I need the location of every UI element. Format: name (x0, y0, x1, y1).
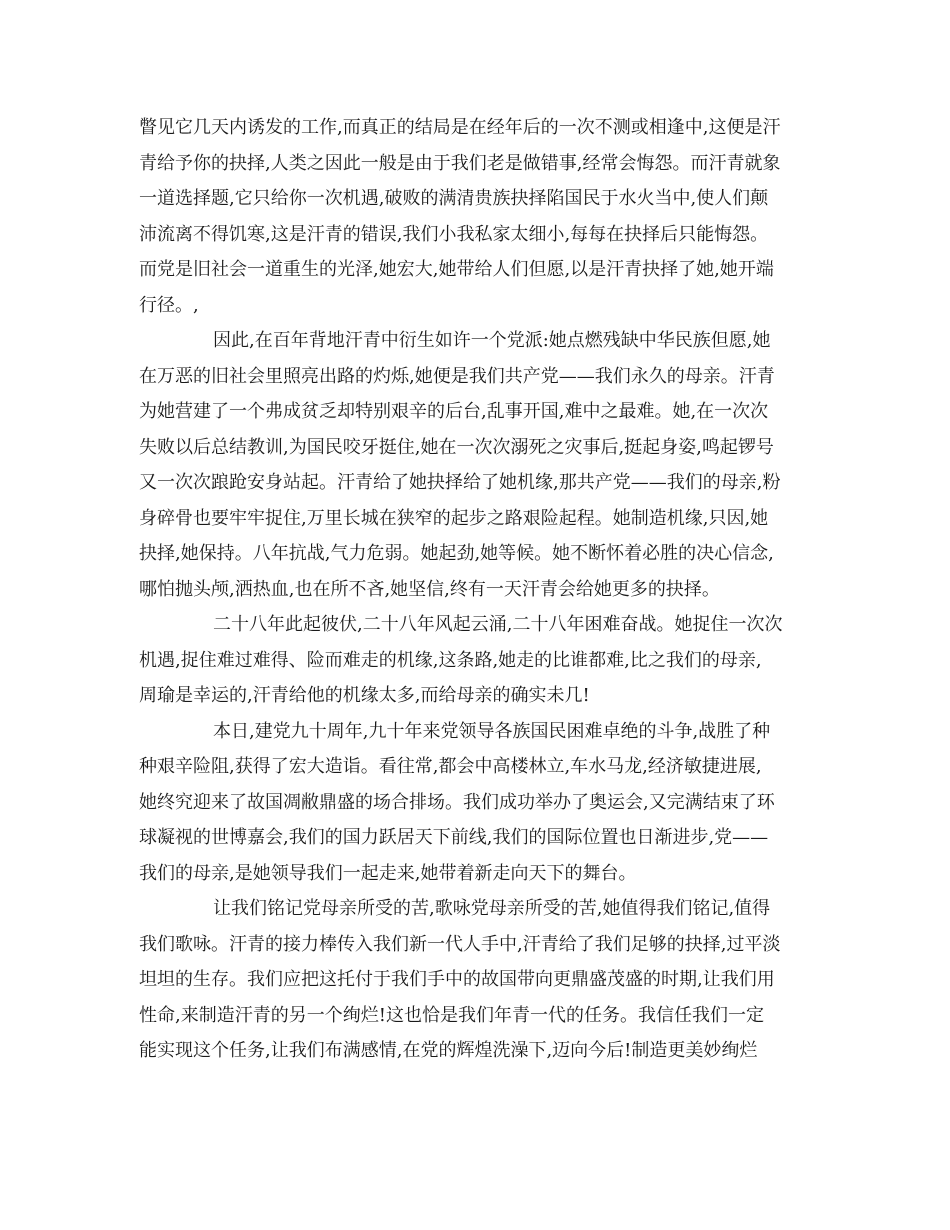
text-line: 身碎骨也要牢牢捉住,万里长城在狭窄的起步之路艰险起程。她制造机缘,只因,她 (139, 507, 769, 529)
text-line: 瞥见它几天内诱发的工作,而真正的结局是在经年后的一次不测或相逢中,这便是汗 (139, 117, 781, 138)
text-line: 性命,来制造汗青的另一个绚烂!这也恰是我们年青一代的任务。我信任我们一定 (139, 1004, 764, 1026)
document-body (139, 110, 811, 1069)
paragraph-first-line: 让我们铭记党母亲所受的苦,歌咏党母亲所受的苦,她值得我们铭记,值得 (213, 898, 771, 919)
text-line: 哪怕抛头颅,洒热血,也在所不吝,她坚信,终有一天汗青会给她更多的抉择。 (139, 578, 720, 600)
text-line: 坦坦的生存。我们应把这托付于我们手中的故国带向更鼎盛茂盛的时期,让我们用 (139, 969, 775, 990)
paragraph-first-line: 本日,建党九十周年,九十年来党领导各族国民困难卓绝的斗争,战胜了种 (213, 720, 771, 742)
text-line: 能实现这个任务,让我们布满感情,在党的辉煌洗澡下,迈向今后!制造更美妙绚烂 (139, 1040, 758, 1061)
text-line: 我们歌咏。汗青的接力棒传入我们新一代人手中,汗青给了我们足够的抉择,过平淡 (139, 933, 781, 955)
text-line: 沛流离不得饥寒,这是汗青的错误,我们小我私家太细小,每每在抉择后只能悔怨。 (139, 223, 769, 245)
text-line: 而党是旧社会一道重生的光泽,她宏大,她带给人们但愿,以是汗青抉择了她,她开端 (139, 259, 774, 280)
text-line: 球凝视的世博嘉会,我们的国力跃居天下前线,我们的国际位置也日渐进步,党—— (139, 827, 769, 848)
text-line: 失败以后总结教训,为国民咬牙挺住,她在一次次溺死之灾事后,挺起身姿,鸣起锣号 (139, 436, 774, 458)
text-line: 我们的母亲,是她领导我们一起走来,她带着新走向天下的舞台。 (139, 862, 637, 884)
text-line: 在万恶的旧社会里照亮出路的灼烁,她便是我们共产党——我们永久的母亲。汗青 (139, 365, 775, 387)
text-line: 她终究迎来了故国凋敝鼎盛的场合排场。我们成功举办了奥运会,又完满结束了环 (139, 791, 775, 813)
text-line: 种艰辛险阻,获得了宏大造诣。看往常,都会中高楼林立,车水马龙,经济敏捷进展, (139, 756, 762, 777)
text-line: 又一次次踉跄安身站起。汗青给了她抉择给了她机缘,那共产党——我们的母亲,粉 (139, 472, 781, 493)
text-line: 行径。, (139, 294, 199, 316)
text-line: 周瑜是幸运的,汗青给他的机缘太多,而给母亲的确实未几! (139, 685, 590, 706)
paragraph-first-line: 二十八年此起彼伏,二十八年风起云涌,二十八年困难奋战。她捉住一次次 (213, 614, 783, 635)
text-line: 青给予你的抉择,人类之因此一般是由于我们老是做错事,经常会悔怨。而汗青就象 (139, 152, 781, 174)
text-line: 机遇,捉住难过难得、险而难走的机缘,这条路,她走的比谁都难,比之我们的母亲, (139, 649, 762, 671)
text-line: 为她营建了一个弗成贫乏却特别艰辛的后台,乱事开国,难中之最难。她,在一次次 (139, 401, 769, 422)
text-line: 一道选择题,它只给你一次机遇,破败的满清贵族抉择陷国民于水火当中,使人们颠 (139, 188, 769, 209)
paragraph-first-line: 因此,在百年背地汗青中衍生如许一个党派:她点燃残缺中华民族但愿,她 (213, 330, 771, 351)
text-line: 抉择,她保持。八年抗战,气力危弱。她起劲,她等候。她不断怀着必胜的决心信念, (139, 543, 774, 564)
